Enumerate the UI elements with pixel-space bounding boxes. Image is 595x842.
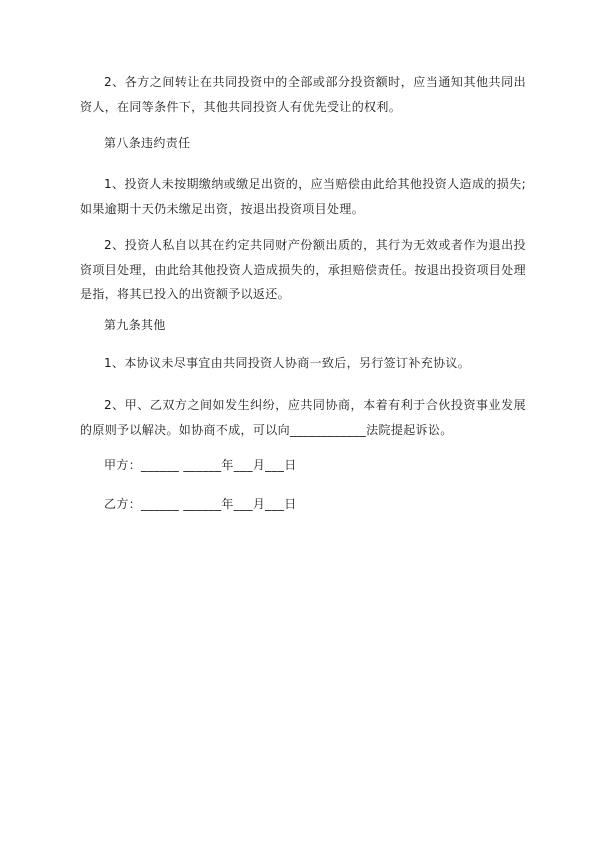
clause-7-paragraph-2: 2、各方之间转让在共同投资中的全部或部分投资额时，应当通知其他共同出资人，在同等条件下，其他共同投资人有优先受让的权利。 — [80, 75, 526, 114]
clause-9-paragraph-2: 2、甲、乙双方之间如发生纠纷，应共同协商，本着有利于合伙投资事业发展的原则予以解决。如协商不成，可以向____________法院提起诉讼。 — [80, 398, 526, 437]
article-9-heading: 第九条其他 — [104, 318, 166, 332]
party-b-signature-line: 乙方：______ ______年___月___日 — [104, 497, 297, 511]
party-a-signature-line: 甲方：______ ______年___月___日 — [104, 458, 297, 472]
clause-8-paragraph-1: 1、投资人未按期缴纳或缴足出资的，应当赔偿由此给其他投资人造成的损失;如果逾期十天仍未缴足出资，按退出投资项目处理。 — [80, 177, 526, 216]
clause-9-paragraph-1: 1、本协议未尽事宜由共同投资人协商一致后，另行签订补充协议。 — [104, 356, 471, 370]
clause-8-paragraph-2: 2、投资人私自以其在约定共同财产份额出质的，其行为无效或者作为退出投资项目处理，由此给其他投资人造成损失的，承担赔偿责任。按退出投资项目处理是指，将其已投入的出资额予以返还。 — [80, 238, 526, 301]
article-8-heading: 第八条违约责任 — [104, 136, 191, 150]
